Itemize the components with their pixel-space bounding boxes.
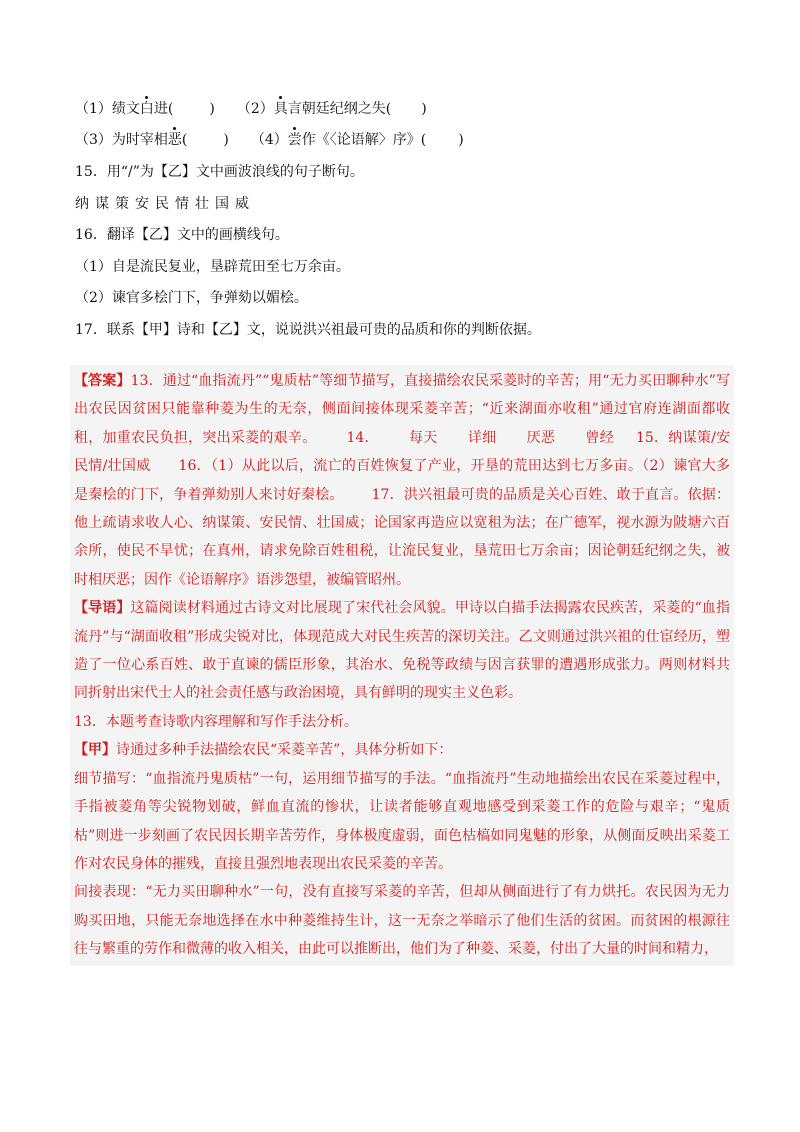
q14-item-4-text-post: 作《〈论语解〉序》(: [301, 132, 427, 148]
q14-item-4-close: ): [458, 132, 464, 148]
answer-label: 【答案】: [74, 373, 131, 389]
q16-prompt: 16．翻译【乙】文中的画横线句。: [75, 227, 289, 243]
jia-text: 诗通过多种手法描绘农民“采菱辛苦”，具体分析如下：: [116, 742, 453, 759]
answer-17: 17．洪兴祖最可贵的品质是关心百姓、敢于直言。依据：他上疏请求收人心、纳谋策、安民情、壮国威；论国家再造应以宽租为法；在广德军，视水源为陂塘六百余所，使民不旱忧；在真州，请求免除百姓租税，让流民复业，垦荒田七万余亩；因论朝廷纪纲之失，被时相厌恶；因作《论语解序》语涉怨望，被编管昭州。: [74, 486, 730, 588]
q14-item-2-close: ): [421, 101, 427, 117]
answer-block: [70, 365, 734, 966]
q14-item-1-text-post: 进(: [153, 101, 174, 117]
answer-14-item-4: 曾经: [585, 429, 614, 446]
q14-item-3-text: （3）为时宰相: [75, 132, 168, 148]
q14-item-1-text: （1）绩文: [75, 101, 140, 117]
analysis-13-title: 13．本题考查诗歌内容理解和写作手法分析。: [74, 713, 358, 730]
q14-item-4-dotted-char: 尝: [287, 132, 302, 148]
answer-15: 15．纳谋策/安民情/壮国威: [74, 429, 731, 475]
q14-item-1-close: ): [209, 101, 215, 117]
guide-label: 【导语】: [74, 600, 131, 617]
guide-paragraph: [74, 594, 730, 708]
q14-item-2-text: （2）: [236, 101, 274, 117]
q17-prompt: 17．联系【甲】诗和【乙】文，说说洪兴祖最可贵的品质和你的判断依据。: [75, 322, 541, 338]
answer-14-label: 14．: [346, 429, 379, 446]
analysis-13-indirect: 间接表现：“无力买田聊种水”一句，没有直接写采菱的辛苦，但却从侧面进行了有力烘托。农民因为无力购买田地，只能无奈地选择在水中种菱维持生计，这一无奈之举暗示了他们生活的贫困。而贫困的根源往往与繁重的劳作和微薄的收入相关，由此可以推断出，他们为了种菱、采菱，付出了大量的时间和精力，: [74, 884, 730, 958]
q14-item-3-dotted-char: 恶: [167, 132, 182, 148]
answer-13: 13．通过“血指流丹”“鬼质枯”等细节描写，直接描绘农民采菱时的辛苦；用“无力买田聊种水”写出农民因贫困只能靠种菱为生的无奈，侧面间接体现采菱辛苦；“近来湖面亦收租”通过官府连湖面都收租，加重农民负担，突出采菱的艰辛。: [74, 373, 730, 446]
q14-item-3-text-post: (: [181, 132, 188, 148]
jia-label: 【甲】: [74, 742, 116, 759]
analysis-13-jia: [74, 736, 730, 764]
q14-item-1-dotted-char: 白: [139, 101, 154, 117]
q14-item-2-text-post: 言朝廷纪纲之失(: [287, 101, 392, 117]
answer-14-item-3: 厌恶: [526, 429, 556, 446]
q15-prompt: 15．用“/”为【乙】文中画波浪线的句子断句。: [75, 164, 364, 180]
analysis-13-detail: 细节描写：“血指流丹鬼质枯”一句，运用细节描写的手法。“血指流丹”生动地描绘出农民在采菱过程中，手指被菱角等尖锐物划破，鲜血直流的惨状，让读者能够直观地感受到采菱工作的危险与艰辛；“鬼质枯”则进一步刻画了农民因长期辛苦劳作，身体极度虚弱，面色枯槁如同鬼魅的形象，从侧面反映出采菱工作对农民身体的摧残，直接且强烈地表现出农民采菱的辛苦。: [74, 770, 730, 872]
q14-line-2: [75, 130, 464, 150]
q14-line-1: [75, 99, 427, 119]
q14-item-3-close: ): [223, 132, 229, 148]
guide-text: 这篇阅读材料通过古诗文对比展现了宋代社会风貌。甲诗以白描手法揭露农民疾苦，采菱的“血指流丹”与“湖面收租”形成尖锐对比，体现范成大对民生疾苦的深切关注。乙文则通过洪兴祖的仕宦经历，塑造了一位心系百姓、敢于直谏的儒臣形象，其治水、免税等政绩与因言获罪的遭遇形成张力。两则材料共同折射出宋代士人的社会责任感与政治困境，具有鲜明的现实主义色彩。: [74, 600, 730, 702]
q14-item-2-dotted-char: 具: [273, 101, 288, 117]
q15-sentence: 纳谋策安民情壮国威: [75, 196, 255, 212]
answer-paragraph: [74, 367, 730, 594]
answer-14-item-1: 每天: [408, 429, 438, 446]
q14-item-4-text: （4）: [250, 132, 288, 148]
q16-sentence-2: （2）谏官多桧门下，争弹劾以媚桧。: [75, 290, 308, 306]
q16-sentence-1: （1）自是流民复业，垦辟荒田至七万余亩。: [75, 259, 350, 275]
answer-16: 16．（1）从此以后，流亡的百姓恢复了产业，开垦的荒田达到七万多亩。（2）谏官大多是秦桧的门下，争着弹劾别人来讨好秦桧。: [74, 458, 730, 503]
answer-14-item-2: 详细: [467, 429, 497, 446]
